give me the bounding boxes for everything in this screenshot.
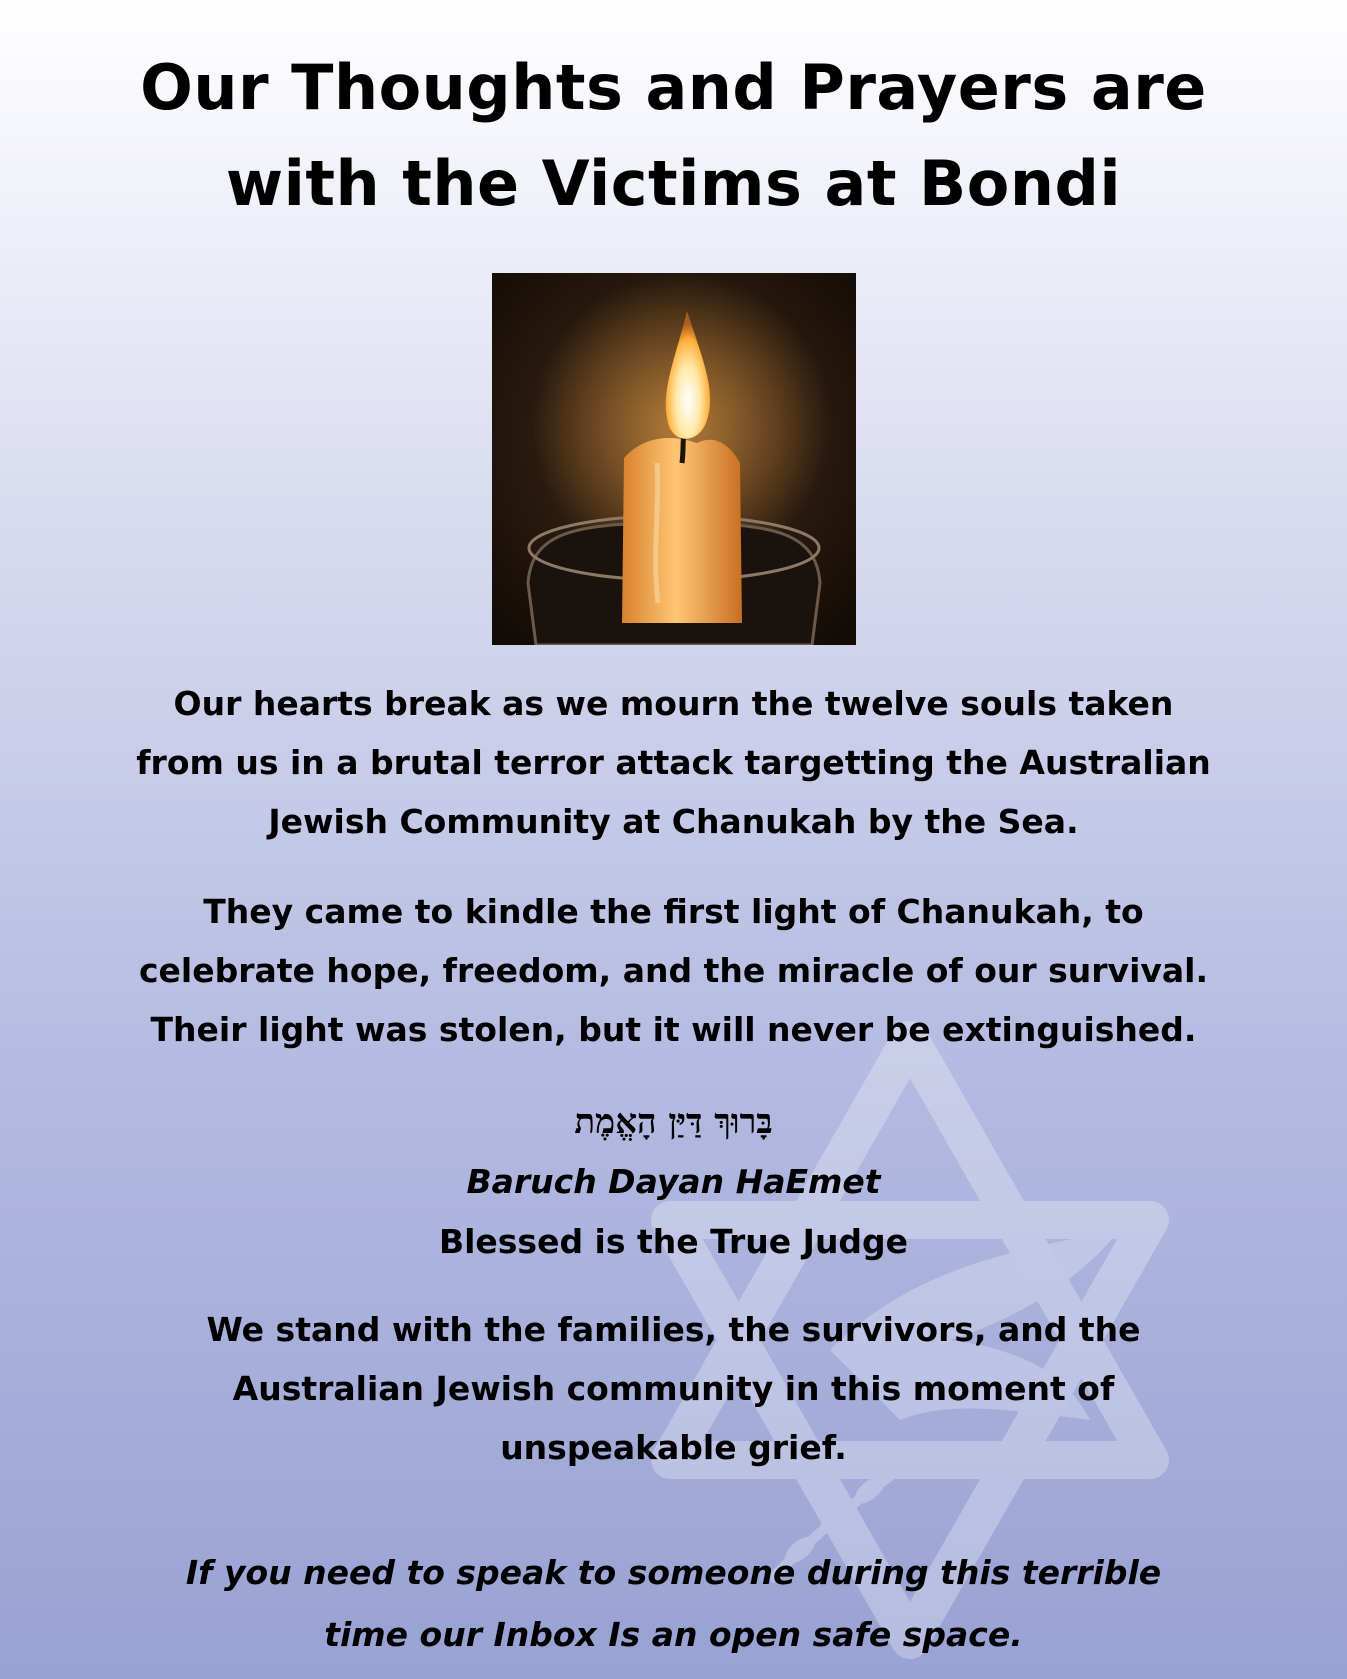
paragraph-1-line-1: Our hearts break as we mourn the twelve souls taken — [173, 684, 1174, 723]
paragraph-3-line-3: unspeakable grief. — [500, 1428, 847, 1467]
paragraph-2-line-3: Their light was stolen, but it will never be extinguished. — [150, 1010, 1197, 1049]
blessing-hebrew: בָּרוּךְ דַּיַּן הָאֱמֶת — [574, 1102, 773, 1142]
closing-line-2: time our Inbox Is an open safe space. — [324, 1615, 1023, 1654]
memorial-candle-icon — [492, 273, 856, 645]
paragraph-2-line-2: celebrate hope, freedom, and the miracle of our survival. — [138, 951, 1209, 990]
blessing-translation: Blessed is the True Judge — [438, 1222, 909, 1261]
paragraph-2-line-1: They came to kindle the first light of Chanukah, to — [203, 892, 1144, 931]
paragraph-3-line-1: We stand with the families, the survivors, and the — [206, 1310, 1141, 1349]
closing-line-1: If you need to speak to someone during this terrible — [185, 1553, 1162, 1592]
paragraph-solidarity — [60, 1300, 1287, 1477]
page-title — [40, 40, 1307, 232]
paragraph-1-line-3: Jewish Community at Chanukah by the Sea. — [268, 802, 1079, 841]
title-line-2: with the Victims at Bondi — [225, 147, 1122, 220]
paragraph-chanukah — [60, 882, 1287, 1059]
title-line-1: Our Thoughts and Prayers are — [140, 51, 1207, 124]
paragraph-3-line-2: Australian Jewish community in this moment of — [232, 1369, 1115, 1408]
closing-message — [60, 1542, 1287, 1666]
paragraph-1-line-2: from us in a brutal terror attack targetting the Australian — [136, 743, 1211, 782]
paragraph-mourning — [60, 674, 1287, 851]
blessing-transliteration: Baruch Dayan HaEmet — [466, 1162, 881, 1201]
